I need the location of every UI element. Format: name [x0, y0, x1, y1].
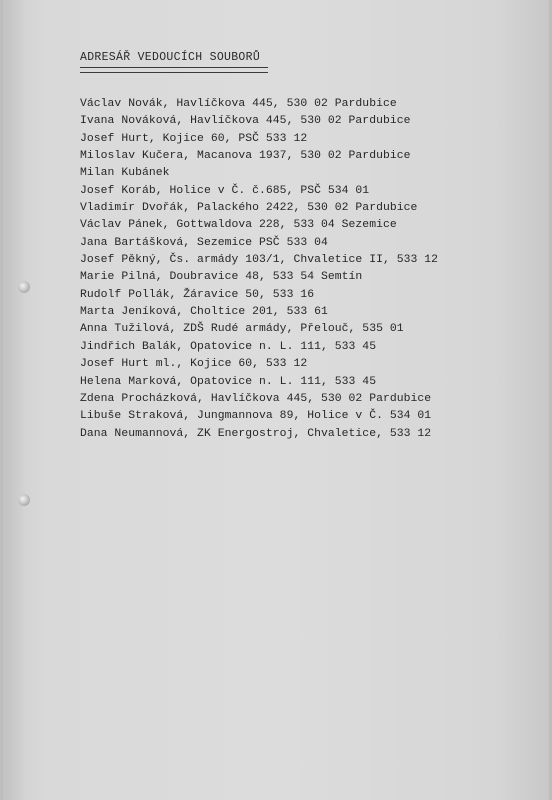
punch-hole	[18, 494, 30, 506]
address-entry: Václav Novák, Havlíčkova 445, 530 02 Pardubice	[80, 98, 397, 110]
address-entry: Jana Bartášková, Sezemice PSČ 533 04	[80, 236, 328, 249]
address-entry: Marie Pilná, Doubravice 48, 533 54 Semtín	[80, 271, 363, 284]
address-entry: Jindřich Balák, Opatovice n. L. 111, 533 45	[80, 340, 377, 353]
address-entry: Vladimír Dvořák, Palackého 2422, 530 02 Pardubice	[80, 202, 418, 215]
title-underline	[80, 67, 268, 73]
address-entry: Miloslav Kučera, Macanova 1937, 530 02 Pardubice	[80, 150, 411, 163]
document-title: ADRESÁŘ VEDOUCÍCH SOUBORŮ	[80, 51, 261, 64]
paper-page	[3, 0, 549, 800]
address-entry: Josef Hurt ml., Kojice 60, 533 12	[80, 358, 308, 371]
address-entry: Libuše Straková, Jungmannova 89, Holice v Č. 534 01	[80, 410, 432, 423]
address-entry: Václav Pánek, Gottwaldova 228, 533 04 Sezemice	[80, 219, 397, 232]
address-entry: Zdena Procházková, Havlíčkova 445, 530 02 Pardubice	[80, 392, 432, 405]
address-entry: Anna Tužilová, ZDŠ Rudé armády, Přelouč, 535 01	[80, 323, 404, 336]
address-entry: Dana Neumannová, ZK Energostroj, Chvaletice, 533 12	[80, 427, 432, 440]
page-fold-shadow	[3, 0, 25, 800]
address-entry: Josef Pěkný, Čs. armády 103/1, Chvaletice II, 533 12	[80, 254, 439, 267]
punch-hole	[18, 281, 30, 293]
address-entry: Josef Koráb, Holice v Č. č.685, PSČ 534 01	[80, 184, 370, 197]
address-entry: Marta Jeníková, Choltice 201, 533 61	[80, 306, 328, 319]
address-list	[80, 96, 438, 443]
address-entry: Ivana Nováková, Havlíčkova 445, 530 02 Pardubice	[80, 115, 411, 128]
address-entry: Josef Hurt, Kojice 60, PSČ 533 12	[80, 132, 308, 145]
address-entry: Rudolf Pollák, Žáravice 50, 533 16	[80, 288, 315, 301]
address-entry: Helena Marková, Opatovice n. L. 111, 533 45	[80, 375, 377, 388]
address-entry: Milan Kubánek	[80, 167, 170, 180]
